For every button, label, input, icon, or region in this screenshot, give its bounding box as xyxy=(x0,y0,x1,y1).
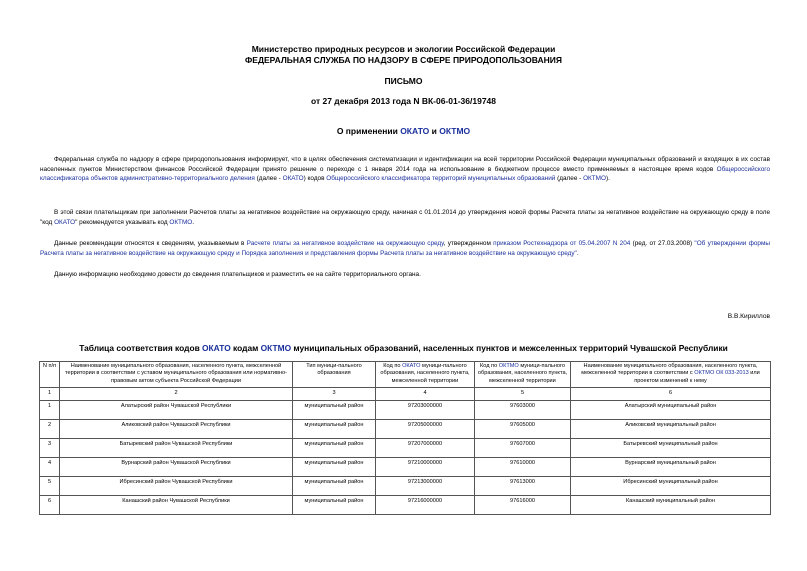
row-type: муниципальный район xyxy=(293,420,376,439)
p1-text-a: Федеральная служба по надзору в сфере природопользования информирует, что в целях обеспечения систематизации и идентификации на всей территории Российской Федерации муниципальных образований и входящих в их состав населенных пунктов Министерством финансов Российской Федерации принято решение о переходе с 1 января 2014 года на использование в бюджетном процессе вместо применяемых в настоящее время кодов xyxy=(40,156,770,173)
oktmo-link[interactable]: ОКТМО xyxy=(169,218,193,226)
okato-link[interactable]: ОКАТО xyxy=(202,343,231,353)
row-oktmo: 97613000 xyxy=(475,477,571,496)
p3-text-b: , утвержденном xyxy=(443,240,494,247)
okato-link[interactable]: ОКАТО xyxy=(400,126,430,136)
row-oktmo-name: Ибресинский муниципальный район xyxy=(571,477,771,496)
row-oktmo-name: Алатырский муниципальный район xyxy=(571,401,771,420)
column-number: 4 xyxy=(376,388,475,401)
row-oktmo-name: Батыревский муниципальный район xyxy=(571,439,771,458)
header-type: Тип муници-пального образования xyxy=(293,362,376,388)
row-okato: 97213000000 xyxy=(376,477,475,496)
row-oktmo: 97607000 xyxy=(475,439,571,458)
table-row xyxy=(40,439,771,458)
header-oktmo-b: муници-пального образования, населенного пункта, межселенной территории xyxy=(477,363,568,384)
paragraph-1 xyxy=(40,155,770,184)
column-number: 3 xyxy=(293,388,376,401)
header-name: Наименование муниципального образования, населенного пункта, межселенной территории в соответствии с уставом муниципального образования или нормативно-правовым актом субъекта Российской Федерации xyxy=(60,362,293,388)
oktmo-link[interactable]: ОКТМО xyxy=(439,126,471,136)
row-type: муниципальный район xyxy=(293,401,376,420)
okato-link[interactable]: ОКАТО xyxy=(402,363,421,369)
table-title-c: муниципальных образований, населенных пунктов и межселенных территорий Чувашской Республики xyxy=(291,343,728,353)
column-number: 2 xyxy=(60,388,293,401)
row-okato: 97205000000 xyxy=(376,420,475,439)
column-number-row xyxy=(40,388,771,401)
okato-oktmo-table xyxy=(39,361,771,515)
row-number: 6 xyxy=(40,496,60,515)
oktmo-classifier-link[interactable]: Общероссийского классификатора территорий муниципальных образований xyxy=(326,175,556,183)
header-okato-code xyxy=(376,362,475,388)
table-row xyxy=(40,477,771,496)
payment-calculation-link[interactable]: Расчете платы за негативное воздействие на окружающую среду xyxy=(246,240,444,247)
row-number: 2 xyxy=(40,420,60,439)
rostekhnadzor-order-link[interactable]: приказом Ростехнадзора от 05.04.2007 N 204 xyxy=(493,240,631,247)
column-number: 6 xyxy=(571,388,771,401)
row-name: Аликовский район Чувашской Республики xyxy=(60,420,293,439)
oktmo-2013-link[interactable]: ОКТМО ОК 033-2013 xyxy=(694,370,749,377)
paragraph-2 xyxy=(40,208,770,227)
table-row xyxy=(40,420,771,439)
ministry-name: Министерство природных ресурсов и экологии Российской Федерации xyxy=(251,44,556,54)
table-row xyxy=(40,496,771,515)
signature: В.В.Кириллов xyxy=(727,313,770,320)
header-oktmo-name-a: Наименование муниципального образования, населенного пункта, межселенной территории в соответствии с xyxy=(581,363,758,377)
subject-and: и xyxy=(429,126,440,136)
row-name: Канашский район Чувашской Республики xyxy=(60,496,293,515)
p1-text-d: (далее - xyxy=(555,175,584,183)
row-oktmo: 97605000 xyxy=(475,420,571,439)
column-number: 5 xyxy=(475,388,571,401)
row-number: 5 xyxy=(40,477,60,496)
row-oktmo: 97610000 xyxy=(475,458,571,477)
p3-text-d: . xyxy=(576,249,579,257)
p1-text-b: (далее - xyxy=(254,175,283,183)
oktmo-link[interactable]: ОКТМО xyxy=(583,175,606,183)
table-row xyxy=(40,401,771,420)
subject-prefix: О применении xyxy=(336,126,401,136)
header-number: N п/п xyxy=(40,362,60,388)
row-oktmo-name: Аликовский муниципальный район xyxy=(571,420,771,439)
row-number: 4 xyxy=(40,458,60,477)
column-number: 1 xyxy=(40,388,60,401)
p2-text-b: " рекомендуется указывать код xyxy=(75,218,170,226)
p1-text-c: ) кодов xyxy=(303,175,327,183)
row-number: 1 xyxy=(40,401,60,420)
paragraph-3 xyxy=(40,239,770,258)
oktmo-link[interactable]: ОКТМО xyxy=(498,363,519,369)
okato-link[interactable]: ОКАТО xyxy=(282,175,304,183)
header-okato-a: Код по xyxy=(383,363,403,369)
row-name: Ибресинский район Чувашской Республики xyxy=(60,477,293,496)
p3-text-a: Данные рекомендации относятся к сведениям, указываемым в xyxy=(54,240,247,247)
table-title-a: Таблица соответствия кодов xyxy=(79,343,203,353)
row-number: 3 xyxy=(40,439,60,458)
table-title-b: кодам xyxy=(230,343,261,353)
header-oktmo-code xyxy=(475,362,571,388)
table-title xyxy=(0,343,807,353)
document-date-number: от 27 декабря 2013 года N ВК-06-01-36/19748 xyxy=(310,96,497,106)
row-type: муниципальный район xyxy=(293,496,376,515)
document-subject xyxy=(0,126,807,137)
header-okato-b: муници-пального образования, населенного пункта, межселенной территории xyxy=(380,363,470,384)
header-oktmo-name xyxy=(571,362,771,388)
p2-text-a: В этой связи плательщикам при заполнении Расчетов платы за негативное воздействие на окружающую среду, начиная с 01.01.2014 до утверждения новой формы Расчета платы за негативное воздействие на окружающую среду в поле "код xyxy=(40,209,770,226)
header-oktmo-a: Код по xyxy=(479,363,499,369)
row-oktmo: 97603000 xyxy=(475,401,571,420)
okato-classifier-link[interactable]: Общероссийского классификатора объектов административно-территориального деления xyxy=(40,165,770,183)
order-title-link[interactable]: "Об утверждении формы Расчета платы за негативное воздействие на окружающую среду и Порядка заполнения и представления формы Расчета платы за негативное воздействие на окружающую среду" xyxy=(40,240,770,257)
row-name: Алатырский район Чувашской Республики xyxy=(60,401,293,420)
row-type: муниципальный район xyxy=(293,439,376,458)
document-type: ПИСЬМО xyxy=(384,76,423,86)
table-row xyxy=(40,458,771,477)
p4-text: Данную информацию необходимо довести до сведения плательщиков и разместить ее на сайте территориального органа. xyxy=(54,271,421,278)
row-oktmo-name: Канашский муниципальный район xyxy=(571,496,771,515)
row-type: муниципальный район xyxy=(293,458,376,477)
p3-text-c: (ред. от 27.03.2008) xyxy=(630,240,695,247)
row-okato: 97207000000 xyxy=(376,439,475,458)
row-okato: 97216000000 xyxy=(376,496,475,515)
row-okato: 97203000000 xyxy=(376,401,475,420)
table-header-row xyxy=(40,362,771,388)
paragraph-4 xyxy=(40,270,770,280)
p2-text-c: . xyxy=(192,218,195,226)
row-oktmo-name: Вурнарский муниципальный район xyxy=(571,458,771,477)
oktmo-link[interactable]: ОКТМО xyxy=(260,343,292,353)
row-okato: 97210000000 xyxy=(376,458,475,477)
p1-text-e: ). xyxy=(605,175,610,183)
row-oktmo: 97616000 xyxy=(475,496,571,515)
row-type: муниципальный район xyxy=(293,477,376,496)
service-name: ФЕДЕРАЛЬНАЯ СЛУЖБА ПО НАДЗОРУ В СФЕРЕ ПРИРОДОПОЛЬЗОВАНИЯ xyxy=(245,55,562,65)
okato-link[interactable]: ОКАТО xyxy=(54,218,76,226)
row-name: Батыревский район Чувашской Республики xyxy=(60,439,293,458)
header-oktmo-name-b: или проектом изменений к нему xyxy=(634,370,760,384)
row-name: Вурнарский район Чувашской Республики xyxy=(60,458,293,477)
